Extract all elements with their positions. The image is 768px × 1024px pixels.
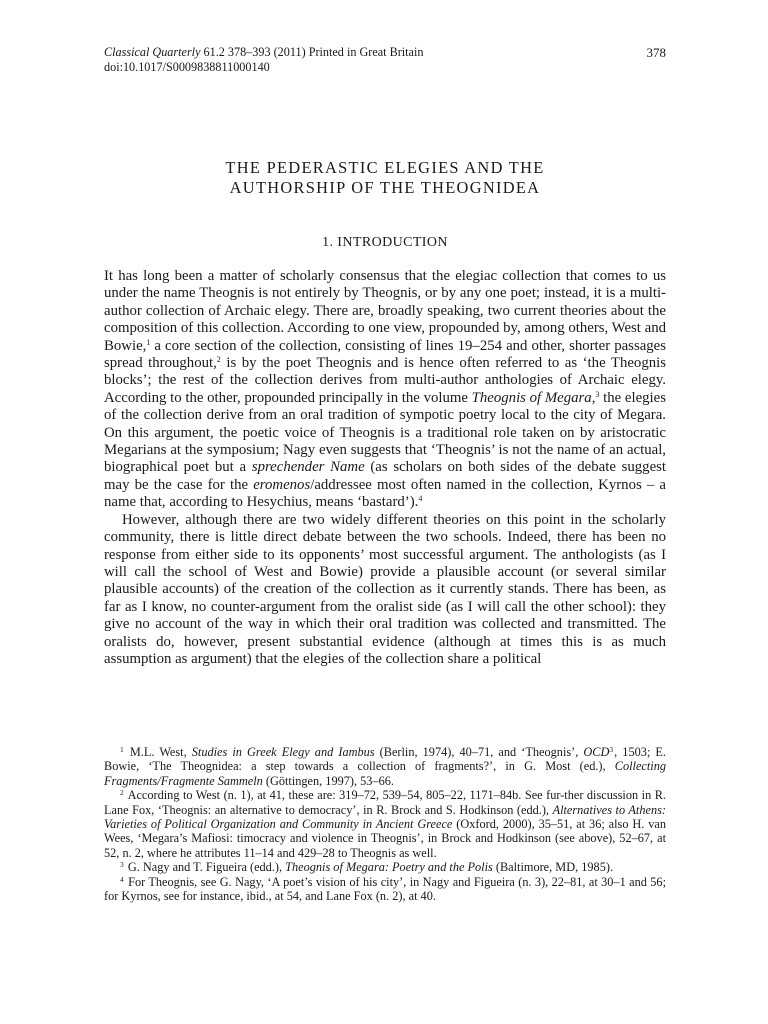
footnote-4: $^4$ For Theognis, see G. Nagy, ‘A poet’s vision of his city’, in Nagy and Figueira (n. 3), 22–81, at 30–1 and 56; for Kyrnos, see for instance, ibid., at 54, and Lane Fox (n. 2), at 40. (104, 874, 666, 904)
section-heading: 1. INTRODUCTION (322, 235, 448, 250)
footnote-ref-1[interactable]: 1 (146, 337, 151, 347)
citation-details: 61.2 378–393 (2011) Printed in Great Britain (200, 45, 424, 59)
title-line-2: AUTHORSHIP OF THE THEOGNIDEA (229, 178, 541, 197)
body-text (104, 268, 666, 668)
footnote-2: $^2$ According to West (n. 1), at 41, these are: 319–72, 539–54, 805–22, 1171–84b. See fur-ther discussion in R. Lane Fox, ‘Theognis: an alternative to democracy’, in R. Brock and S. Hodkinson (edd.), Alternatives to Athens: Varieties of Political Organization and Community in Ancient Greece (Oxford, 2000), 35–51, at 36; also H. van Wees, ‘Megara’s Mafiosi: timocracy and violence in Theognis’, in Brock and Hodkinson (see above), 52–67, at 52, n. 2, where he attributes 11–14 and 429–28 to Theognis as well. (104, 788, 667, 860)
footnote-ref-2[interactable]: 2 (216, 355, 221, 365)
paragraph-2: However, although there are two widely different theories on this point in the scholarly community, there is little direct debate between the two schools. Indeed, there has been no response from either side to its opponents’ most successful argument. The anthologists (as I will call the school of West and Bowie) provide a plausible account (or several similar plausible accounts) of the creation of the collection as it currently stands. There has been, as far as I know, no counter-argument from the oralist side (as I will call the other school): they give no account of the way in which their oral tradition was collected and transmitted. The oralists do, however, present substantial evidence (although at times this is as much assumption as argument) that the elegies of the collection share a political (104, 511, 666, 667)
page-number: 378 (646, 45, 666, 60)
doi-line: doi:10.1017/S0009838811000140 (104, 60, 270, 74)
title-line-1: THE PEDERASTIC ELEGIES AND THE (225, 158, 545, 177)
footnote-1: $^1$ M.L. West, Studies in Greek Elegy and Iambus (Berlin, 1974), 40–71, and ‘Theognis’, OCD$^3$, 1503; E. Bowie, ‘The Theognidea: a step towards a collection of fragments?’, in G. Most (ed.), Collecting Fragments/Fragmente Sammeln (Göttingen, 1997), 53–66. (104, 745, 666, 788)
paragraph-1: It has long been a matter of scholarly consensus that the elegiac collection that comes to us under the name Theognis is not entirely by Theognis, or by any one poet; instead, it is a multi-author collection of Archaic elegy. There are, broadly speaking, two current theories about the composition of this collection. According to one view, propounded by, among others, West and Bowie,$^1$ a core section of the collection, consisting of lines 19–254 and other, shorter passages spread throughout,$^2$ is by the poet Theognis and is hence often referred to as ‘the Theognis blocks’; the rest of the collection derives from multi-author anthologies of Archaic elegy. According to the other, propounded principally in the volume Theognis of Megara,$^3$ the elegies of the collection derive from an oral tradition of sympotic poetry local to the city of Megara. On this argument, the poetic voice of Theognis is a traditional role taken on by aristocratic Megarians at the symposium; Nagy even suggests that ‘Theognis’ is not the name of an actual, biographical poet but a sprechender Name (as scholars on both sides of the debate suggest may be the case for the eromenos/addressee most often named in the collection, Kyrnos – a name that, according to Hesychius, means ‘bastard’).$^4$ (104, 268, 667, 511)
running-header (104, 45, 666, 75)
footnote-ref-4[interactable]: 4 (418, 494, 423, 504)
citation-line (104, 45, 666, 60)
footnote-ref-3[interactable]: 3 (595, 389, 600, 399)
footnote-3: $^3$ G. Nagy and T. Figueira (edd.), Theognis of Megara: Poetry and the Polis (Baltimore, MD, 1985). (120, 860, 614, 875)
article-title (104, 158, 666, 198)
footnotes (104, 745, 666, 903)
journal-name: Classical Quarterly (104, 45, 201, 59)
